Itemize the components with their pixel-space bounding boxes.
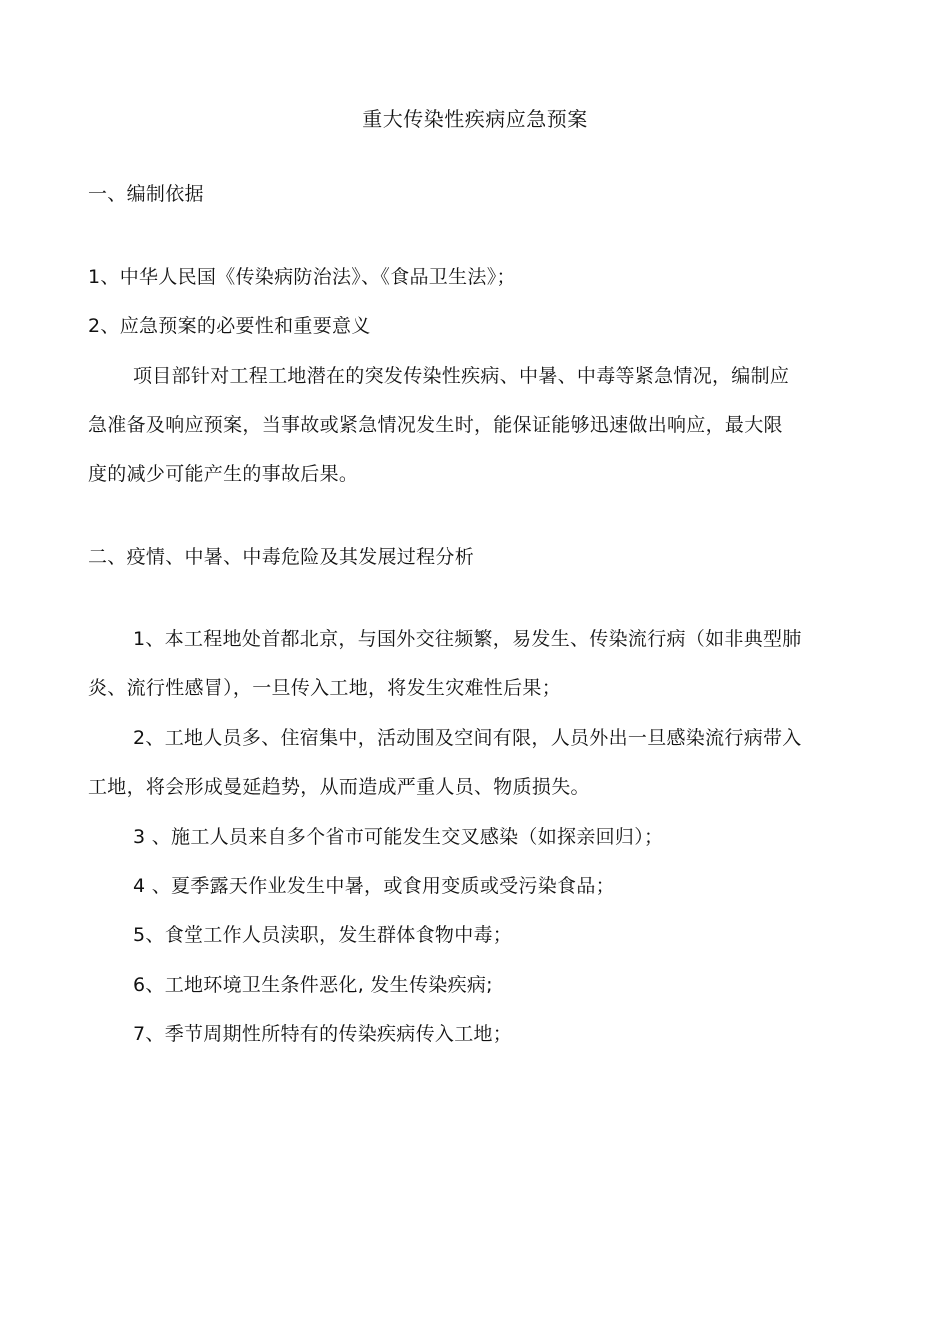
analysis-item-line: 6、工地环境卫生条件恶化, 发生传染疾病;	[133, 974, 493, 996]
analysis-item-line: 1、本工程地处首都北京，与国外交往频繁，易发生、传染流行病（如非典型肺	[133, 628, 802, 650]
section-heading-analysis: 二、疫情、中暑、中毒危险及其发展过程分析	[88, 546, 475, 568]
analysis-item-line: 炎、流行性感冒），一旦传入工地，将发生灾难性后果；	[88, 677, 562, 699]
basis-item-1: 1、中华人民国《传染病防治法》、《食品卫生法》；	[88, 266, 516, 288]
paragraph-line: 急准备及响应预案，当事故或紧急情况发生时，能保证能够迅速做出响应，最大限	[88, 414, 783, 436]
analysis-item-line: 3 、施工人员来自多个省市可能发生交叉感染（如探亲回归）；	[133, 826, 664, 848]
analysis-item-line: 7、季节周期性所特有的传染疾病传入工地；	[133, 1023, 513, 1045]
document-title: 重大传染性疾病应急预案	[362, 107, 588, 131]
analysis-item-line: 5、食堂工作人员渎职，发生群体食物中毒；	[133, 924, 513, 946]
paragraph-line: 项目部针对工程工地潜在的突发传染性疾病、中暑、中毒等紧急情况，编制应	[133, 365, 790, 387]
analysis-item-line: 2、工地人员多、住宿集中，活动围及空间有限，人员外出一旦感染流行病带入	[133, 727, 802, 749]
section-heading-basis: 一、编制依据	[88, 183, 204, 205]
basis-item-2: 2、应急预案的必要性和重要意义	[88, 315, 371, 337]
analysis-item-line: 工地，将会形成曼延趋势，从而造成严重人员、物质损失。	[88, 776, 590, 798]
paragraph-line: 度的减少可能产生的事故后果。	[88, 463, 359, 485]
analysis-item-line: 4 、夏季露天作业发生中暑，或食用变质或受污染食品；	[133, 875, 615, 897]
